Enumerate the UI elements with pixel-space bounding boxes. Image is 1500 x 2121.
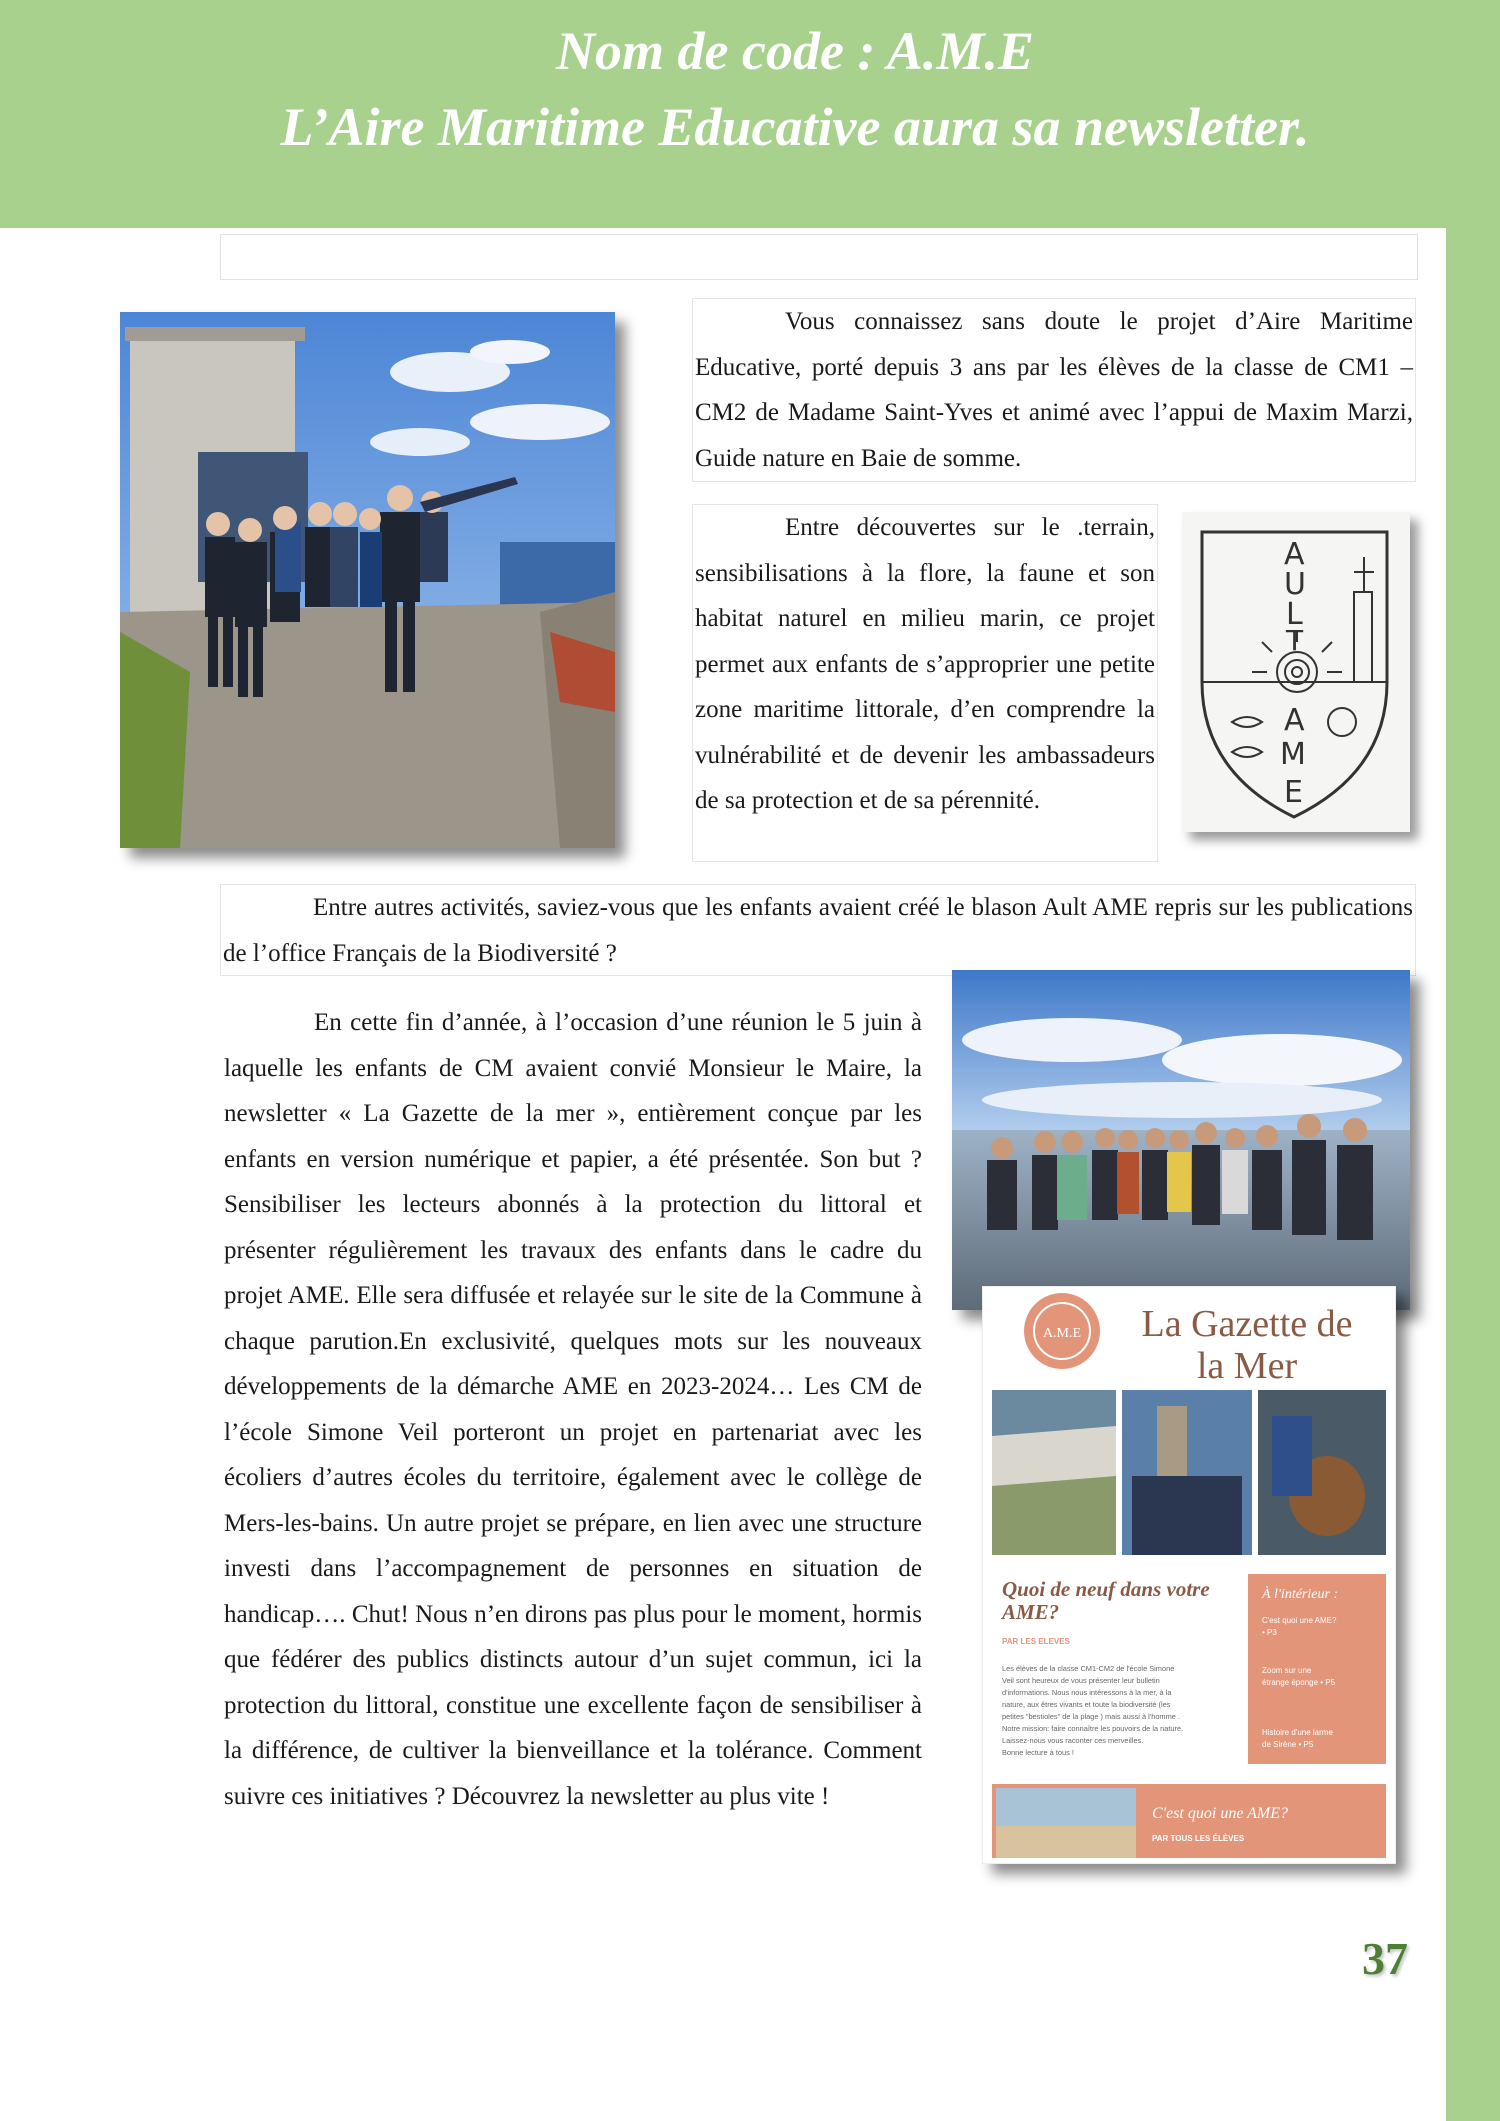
empty-text-box — [220, 234, 1418, 280]
gazette-section-title-line-2: AME? — [1002, 1600, 1060, 1624]
gazette-title-line-1: La Gazette de — [1141, 1303, 1353, 1345]
gazette-body-line: Les élèves de la classe CM1-CM2 de l'école Simone — [1002, 1664, 1175, 1673]
gazette-body-line: Laissez-nous vous raconter ces merveilles. — [1002, 1736, 1144, 1745]
gazette-bottom-byline: PAR TOUS LES ÉLÈVES — [1152, 1834, 1245, 1843]
gazette-sidebar-item-3-page: de Sirène • P5 — [1262, 1740, 1314, 1749]
gazette-section-byline: PAR LES ELEVES — [1002, 1637, 1070, 1646]
gazette-title-line-2: la Mer — [1196, 1345, 1298, 1387]
gazette-section-title-line-1: Quoi de neuf dans votre — [1002, 1577, 1210, 1601]
paragraph-blason — [220, 884, 1416, 976]
page-title-line-2: L’Aire Maritime Educative aura sa newsletter. — [280, 97, 1310, 157]
crest-letter-u: U — [1284, 567, 1306, 602]
crest-letter-t: T — [1286, 624, 1304, 657]
gazette-body-line: Notre mission: faire connaître les pouvoirs de la nature. — [1002, 1724, 1184, 1733]
crest-letter-l: L — [1286, 597, 1303, 632]
gazette-logo-text: A.M.E — [1042, 1326, 1082, 1341]
gazette-sidebar-item-1-page: • P3 — [1262, 1628, 1277, 1637]
paragraph-intro — [692, 298, 1416, 482]
gazette-body-line: Veil sont heureux de vous présenter leur bulletin — [1002, 1676, 1160, 1685]
paragraph-activities-text: Entre découvertes sur le .terrain, sensibilisations à la flore, la faune et son habitat naturel en milieu marin, ce projet permet aux enfants de s’approprier une petite zone maritime littorale, d’en comprendre la vulnérabilité et de devenir les ambassadeurs de sa protection et de sa pérennité. — [695, 514, 1155, 814]
paragraph-newsletter-text: En cette fin d’année, à l’occasion d’une réunion le 5 juin à laquelle les enfants de CM avaient convié Monsieur le Maire, la newsletter « La Gazette de la mer », entièrement conçue par les enfants en version numérique et papier, a été présentée. Son but ? Sensibiliser les lecteurs abonnés à la protection du littoral et présenter régulièrement les travaux des enfants dans le cadre du projet AME. Elle sera diffusée et relayée sur le site de la Commune à chaque parution.En exclusivité, quelques mots sur les nouveaux développements de la démarche AME en 2023-2024… Les CM de l’école Simone Veil porteront un projet en partenariat avec les écoliers d’autres écoles du territoire, également avec le collège de Mers-les-bains. Un autre projet se prépare, en lien avec une structure investi dans l’accompagnement de personnes en situation de handicap…. Chut! Nous n’en dirons pas plus pour le moment, hormis que fédérer des publics distincts autour d’un sujet commun, ici la protection du littoral, constitue une excellente façon de sensibiliser à la différence, de cultiver la bienveillance et la tolérance. Comment suivre ces initiatives ? Découvrez la newsletter au plus vite ! — [224, 1009, 922, 1810]
gazette-body-line: petites "bestioles" de la plage ) mais aussi à l'homme . — [1002, 1712, 1180, 1721]
crest-letter-a: A — [1284, 537, 1305, 572]
crest-letter-e: E — [1284, 775, 1303, 810]
gazette-sidebar-item-2-page: étrange éponge • P5 — [1262, 1678, 1336, 1687]
side-band — [1446, 228, 1500, 2121]
crest-drawing — [1182, 512, 1410, 832]
gazette-body-line: d'informations. Nous nous intéressons à la mer, à la — [1002, 1688, 1172, 1697]
gazette-body-line: nature, aux êtres vivants et toute la biodiversité (les — [1002, 1700, 1171, 1709]
page-title-line-1: Nom de code : A.M.E — [556, 21, 1034, 81]
crest-letter-m: M — [1280, 737, 1306, 772]
gazette-bottom-title: C'est quoi une AME? — [1152, 1805, 1288, 1822]
gazette-sidebar-title: À l'intérieur : — [1262, 1587, 1339, 1602]
paragraph-activities — [692, 504, 1158, 862]
photo-children-beach — [952, 970, 1410, 1310]
gazette-sidebar-item-1: C'est quoi une AME? — [1262, 1616, 1337, 1625]
gazette-sidebar-item-2: Zoom sur une — [1262, 1666, 1312, 1675]
paragraph-intro-text: Vous connaissez sans doute le projet d’Aire Maritime Educative, porté depuis 3 ans par les élèves de la classe de CM1 – CM2 de Madame Saint-Yves et animé avec l’appui de Maxim Marzi, Guide nature en Baie de somme. — [695, 308, 1413, 472]
gazette-cover — [982, 1286, 1396, 1864]
page-number: 37 — [1362, 1933, 1408, 1984]
crest-letter-a2: A — [1284, 703, 1305, 738]
paragraph-newsletter — [224, 1000, 922, 1819]
gazette-body-line: Bonne lecture à tous ! — [1002, 1748, 1074, 1757]
photo-children-cliff — [120, 312, 615, 848]
gazette-sidebar-item-3: Histoire d'une larme — [1262, 1728, 1333, 1737]
paragraph-blason-text: Entre autres activités, saviez-vous que les enfants avaient créé le blason Ault AME repris sur les publications de l’office Français de la Biodiversité ? — [223, 894, 1413, 967]
